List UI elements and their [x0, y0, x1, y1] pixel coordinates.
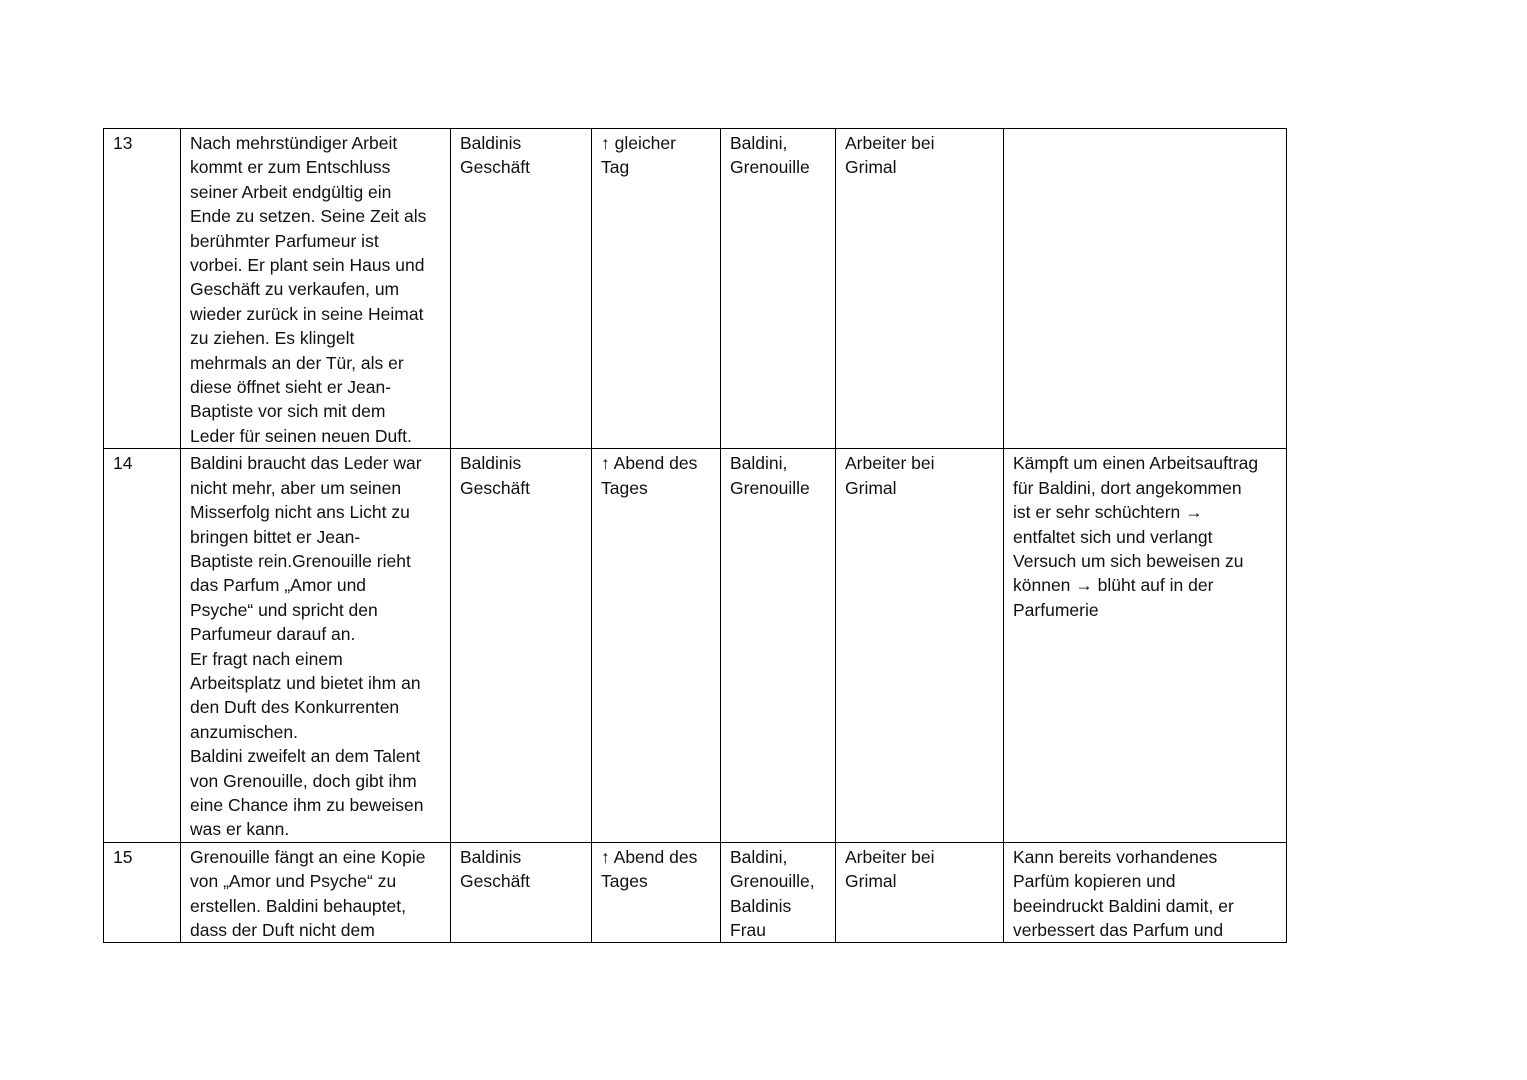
position-cell	[836, 129, 1004, 449]
row-number: 14	[113, 453, 133, 474]
plot-text: Grenouille fängt an eine Kopie von „Amor und Psyche“ zu erstellen. Baldini behauptet, dass der Duft nicht dem	[190, 846, 426, 940]
position-text: Arbeiter bei Grimal	[845, 453, 935, 498]
characters-text: Baldini, Grenouille	[730, 133, 810, 178]
characters-text: Baldini, Grenouille	[730, 453, 810, 498]
characters-text: Baldini, Grenouille, Baldinis Frau	[730, 846, 815, 940]
time-text: ↑ Abend des Tages	[601, 453, 698, 498]
location-text: Baldinis Geschäft	[460, 846, 531, 892]
location-text: Baldinis Geschäft	[460, 453, 531, 498]
location-cell	[451, 449, 592, 843]
position-text: Arbeiter bei Grimal	[845, 133, 935, 178]
development-text: Kämpft um einen Arbeitsauftrag für Baldini, dort angekommen ist er sehr schüchtern → entfaltet sich und verlangt Versuch um sich beweisen zu können → blüht auf in der Parfumerie	[1013, 453, 1259, 620]
characters-cell	[721, 449, 836, 843]
row-number-cell	[104, 129, 181, 449]
time-cell	[592, 449, 721, 843]
row-number: 15	[113, 846, 133, 867]
position-cell	[836, 449, 1004, 843]
row-number-cell	[104, 842, 181, 943]
time-text: ↑ gleicher Tag	[601, 133, 676, 178]
row-number: 13	[113, 133, 133, 153]
table-row	[104, 842, 1287, 943]
story-table	[103, 128, 1287, 943]
development-text: Kann bereits vorhandenes Parfüm kopieren und beeindruckt Baldini damit, er verbessert das Parfum und	[1013, 846, 1234, 940]
plot-cell	[181, 449, 451, 843]
time-text: ↑ Abend des Tages	[601, 846, 698, 892]
table-row	[104, 129, 1287, 449]
plot-text: Baldini braucht das Leder war nicht mehr, aber um seinen Misserfolg nicht ans Licht zu bringen bittet er Jean- Baptiste rein.Grenouille rieht das Parfum „Amor und Psyche“ und spricht den Parfumeur darauf an. Er fragt nach einem Arbeitsplatz und bietet ihm an den Duft des Konkurrenten anzumischen. Baldini zweifelt an dem Talent von Grenouille, doch gibt ihm eine Chance ihm zu beweisen was er kann.	[190, 453, 424, 840]
table-row	[104, 449, 1287, 843]
time-cell	[592, 842, 721, 943]
location-cell	[451, 842, 592, 943]
characters-cell	[721, 842, 836, 943]
location-text: Baldinis Geschäft	[460, 133, 531, 178]
plot-text: Nach mehrstündiger Arbeit kommt er zum Entschluss seiner Arbeit endgültig ein Ende zu setzen. Seine Zeit als berühmter Parfumeur ist vorbei. Er plant sein Haus und Geschäft zu verkaufen, um wieder zurück in seine Heimat zu ziehen. Es klingelt mehrmals an der Tür, als er diese öffnet sieht er Jean- Baptiste vor sich mit dem Leder für seinen neuen Duft.	[190, 133, 427, 446]
development-cell	[1004, 129, 1287, 449]
plot-cell	[181, 129, 451, 449]
position-text: Arbeiter bei Grimal	[845, 846, 935, 892]
position-cell	[836, 842, 1004, 943]
development-cell	[1004, 842, 1287, 943]
time-cell	[592, 129, 721, 449]
location-cell	[451, 129, 592, 449]
development-cell	[1004, 449, 1287, 843]
plot-cell	[181, 842, 451, 943]
characters-cell	[721, 129, 836, 449]
row-number-cell	[104, 449, 181, 843]
